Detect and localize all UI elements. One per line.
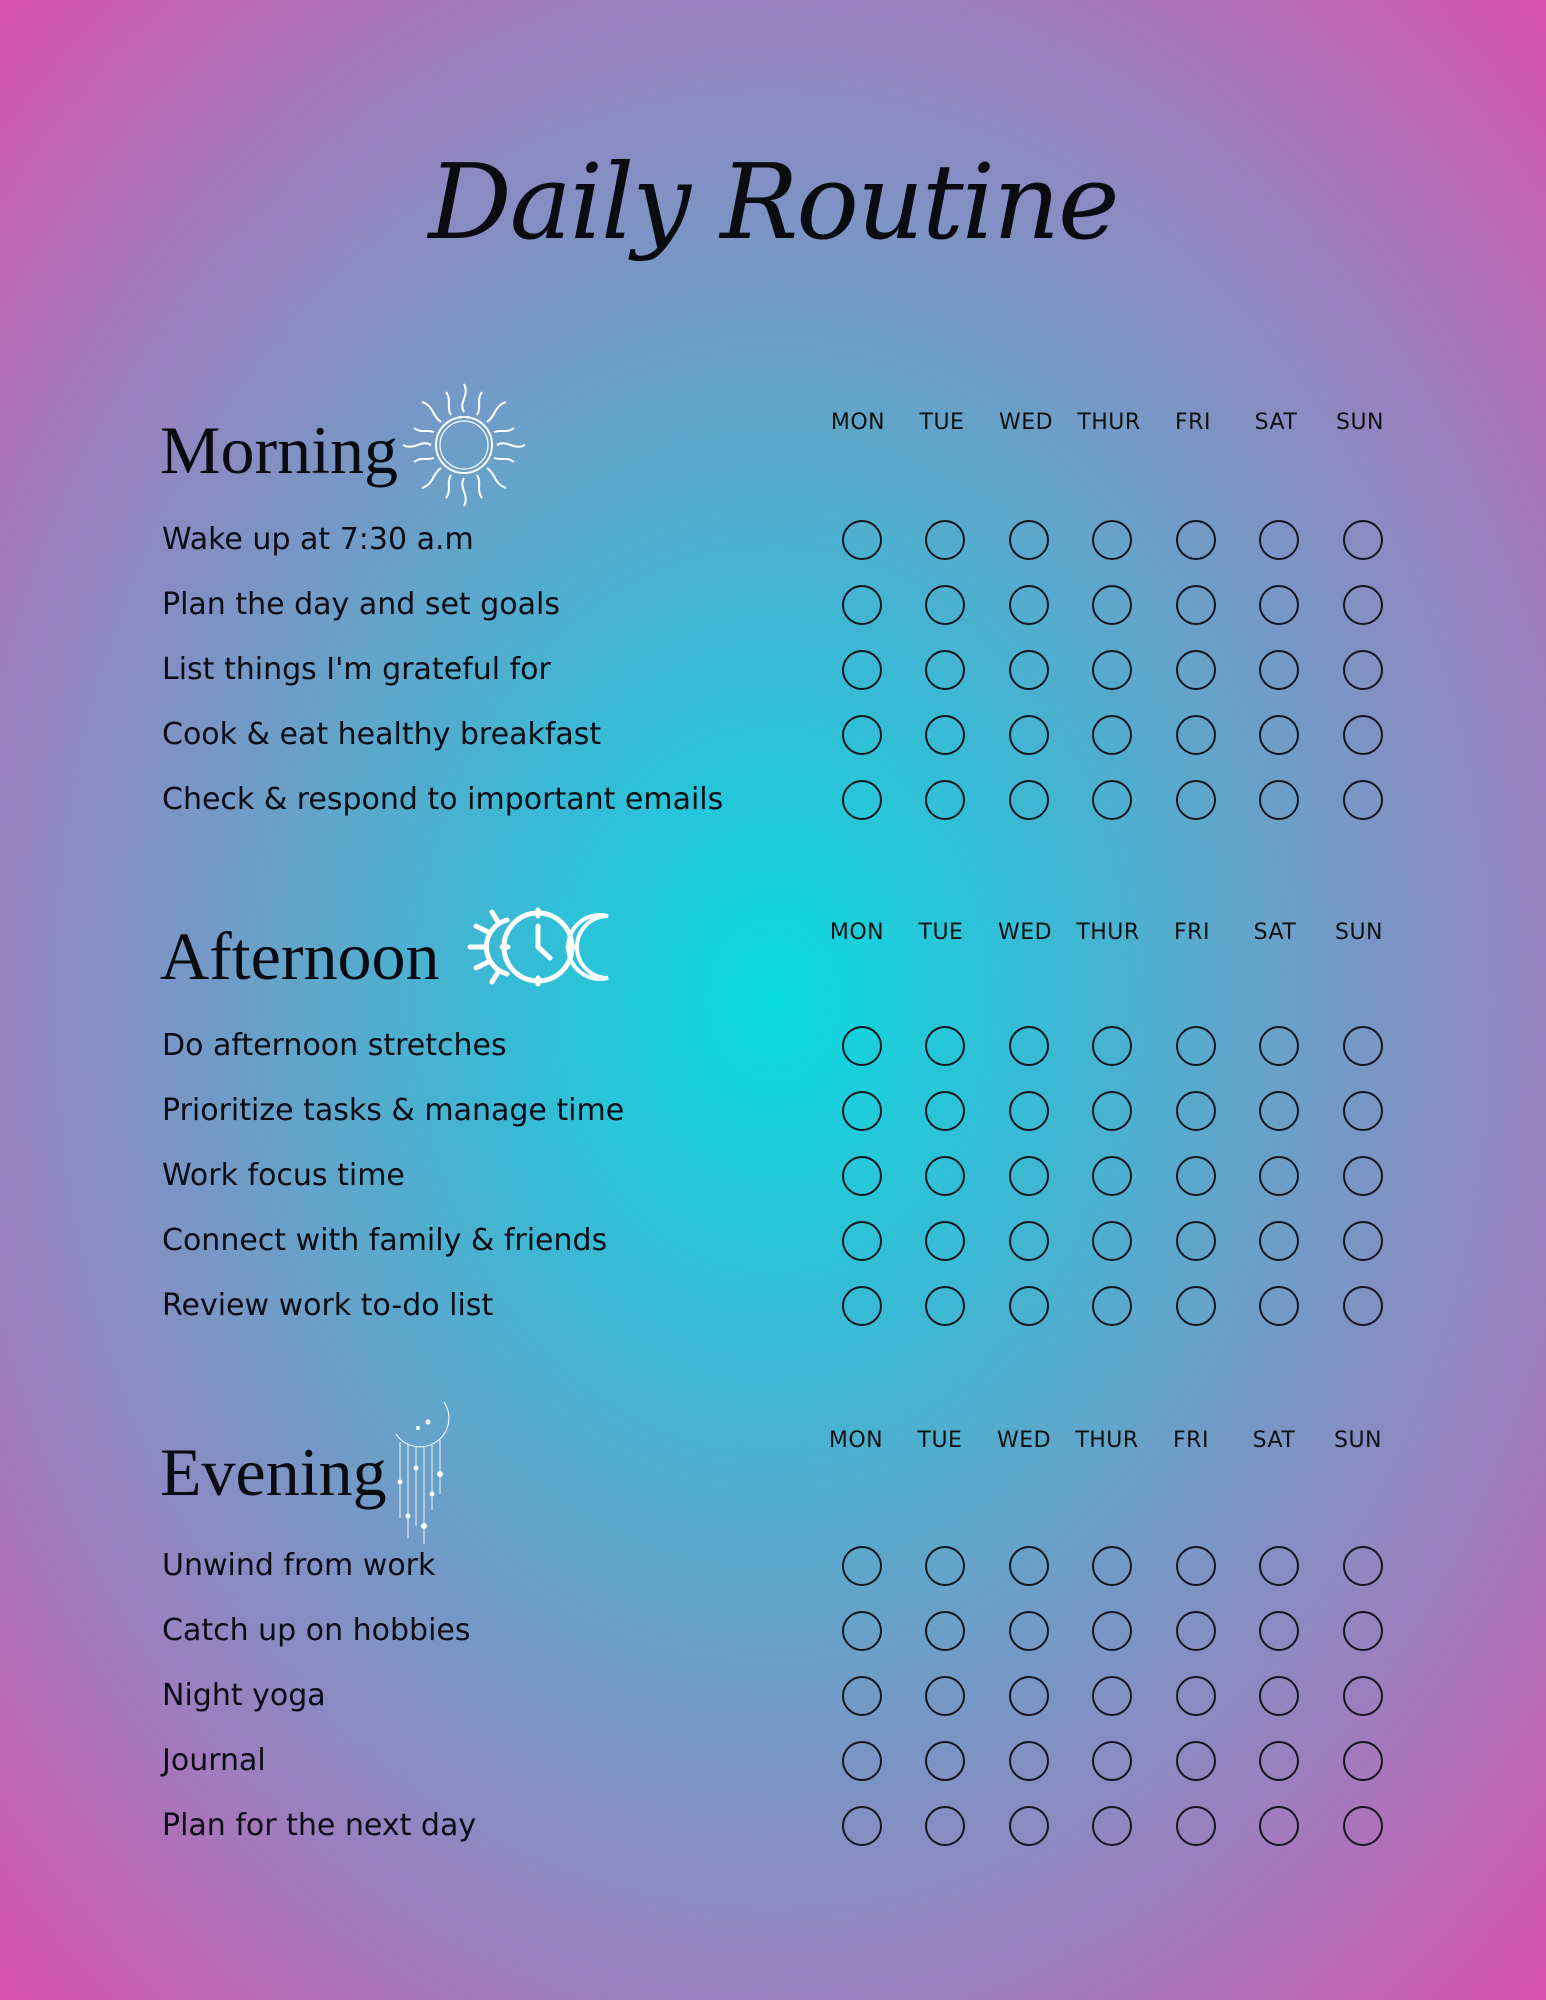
checkbox-thur[interactable] — [1092, 1611, 1132, 1651]
day-header-wed: WED — [997, 920, 1053, 945]
day-header-fri: FRI — [1174, 920, 1210, 945]
day-header-sat: SAT — [1252, 1428, 1296, 1453]
section-morning — [0, 380, 1546, 860]
checkbox-sun[interactable] — [1343, 650, 1383, 690]
task-label: Do afternoon stretches — [162, 1028, 507, 1063]
checkbox-tue[interactable] — [925, 1091, 965, 1131]
checkbox-sun[interactable] — [1343, 1546, 1383, 1586]
task-label: Connect with family & friends — [162, 1223, 608, 1258]
checkbox-sun[interactable] — [1343, 1026, 1383, 1066]
checkbox-tue[interactable] — [925, 1806, 965, 1846]
checkbox-tue[interactable] — [925, 715, 965, 755]
checkbox-sun[interactable] — [1343, 1156, 1383, 1196]
day-header-tue: TUE — [919, 410, 965, 435]
task-row — [0, 1741, 1546, 1801]
checkbox-fri[interactable] — [1176, 1676, 1216, 1716]
checkbox-mon[interactable] — [842, 520, 882, 560]
checkbox-sun[interactable] — [1343, 1611, 1383, 1651]
checkbox-sat[interactable] — [1259, 1546, 1299, 1586]
task-row — [0, 1676, 1546, 1736]
task-label: List things I'm grateful for — [162, 652, 551, 687]
checkbox-tue[interactable] — [925, 780, 965, 820]
checkbox-wed[interactable] — [1009, 1156, 1049, 1196]
checkbox-sat[interactable] — [1259, 1286, 1299, 1326]
checkbox-wed[interactable] — [1009, 1091, 1049, 1131]
checkbox-sat[interactable] — [1259, 650, 1299, 690]
task-label: Cook & eat healthy breakfast — [162, 717, 602, 752]
checkbox-sat[interactable] — [1259, 1741, 1299, 1781]
task-row — [0, 650, 1546, 710]
task-label: Plan for the next day — [162, 1808, 477, 1843]
checkbox-thur[interactable] — [1092, 780, 1132, 820]
checkbox-tue[interactable] — [925, 650, 965, 690]
sun-icon — [400, 380, 528, 514]
checkbox-thur[interactable] — [1092, 1676, 1132, 1716]
checkbox-fri[interactable] — [1176, 1221, 1216, 1261]
day-header-mon: MON — [828, 1428, 884, 1453]
section-evening — [0, 1398, 1546, 1878]
checkbox-thur[interactable] — [1092, 1156, 1132, 1196]
day-header-sun: SUN — [1333, 1428, 1383, 1453]
checkbox-sat[interactable] — [1259, 585, 1299, 625]
task-label: Catch up on hobbies — [162, 1613, 471, 1648]
checkbox-fri[interactable] — [1176, 715, 1216, 755]
sun-clock-moon-icon — [462, 902, 622, 996]
section-title: Evening — [160, 1434, 387, 1510]
checkbox-thur[interactable] — [1092, 650, 1132, 690]
checkbox-sat[interactable] — [1259, 780, 1299, 820]
checkbox-wed[interactable] — [1009, 715, 1049, 755]
section-afternoon — [0, 890, 1546, 1370]
day-header-wed: WED — [996, 1428, 1052, 1453]
checkbox-mon[interactable] — [842, 1156, 882, 1196]
task-label: Night yoga — [162, 1678, 326, 1713]
checkbox-wed[interactable] — [1009, 650, 1049, 690]
checkbox-sat[interactable] — [1259, 1221, 1299, 1261]
checkbox-sun[interactable] — [1343, 1741, 1383, 1781]
task-row — [0, 715, 1546, 775]
checkbox-mon[interactable] — [842, 1286, 882, 1326]
checkbox-wed[interactable] — [1009, 1611, 1049, 1651]
task-label: Review work to-do list — [162, 1288, 494, 1323]
day-header-thur: THUR — [1076, 920, 1140, 945]
task-row — [0, 1546, 1546, 1606]
task-row — [0, 1026, 1546, 1086]
checkbox-wed[interactable] — [1009, 780, 1049, 820]
checkbox-mon[interactable] — [842, 1026, 882, 1066]
checkbox-thur[interactable] — [1092, 1091, 1132, 1131]
day-header-mon: MON — [830, 410, 886, 435]
task-label: Unwind from work — [162, 1548, 436, 1583]
checkbox-fri[interactable] — [1176, 650, 1216, 690]
checkbox-tue[interactable] — [925, 520, 965, 560]
checkbox-tue[interactable] — [925, 1676, 965, 1716]
checkbox-thur[interactable] — [1092, 520, 1132, 560]
task-row — [0, 1156, 1546, 1216]
day-header-sat: SAT — [1254, 410, 1298, 435]
task-row — [0, 520, 1546, 580]
checkbox-sun[interactable] — [1343, 520, 1383, 560]
checkbox-sun[interactable] — [1343, 585, 1383, 625]
task-label: Work focus time — [162, 1158, 405, 1193]
checkbox-fri[interactable] — [1176, 585, 1216, 625]
checkbox-sat[interactable] — [1259, 715, 1299, 755]
checkbox-sat[interactable] — [1259, 1026, 1299, 1066]
checkbox-wed[interactable] — [1009, 1286, 1049, 1326]
checkbox-mon[interactable] — [842, 1546, 882, 1586]
checkbox-fri[interactable] — [1176, 520, 1216, 560]
section-title: Afternoon — [160, 918, 440, 994]
task-row — [0, 1091, 1546, 1151]
checkbox-tue[interactable] — [925, 1026, 965, 1066]
checkbox-sun[interactable] — [1343, 1676, 1383, 1716]
checkbox-wed[interactable] — [1009, 1026, 1049, 1066]
checkbox-fri[interactable] — [1176, 1156, 1216, 1196]
checkbox-sun[interactable] — [1343, 1221, 1383, 1261]
checkbox-thur[interactable] — [1092, 1286, 1132, 1326]
day-header-thur: THUR — [1077, 410, 1141, 435]
hanging-moon-stars-icon — [388, 1398, 458, 1552]
day-header-sun: SUN — [1335, 410, 1385, 435]
checkbox-wed[interactable] — [1009, 520, 1049, 560]
task-row — [0, 1806, 1546, 1866]
page-title: Daily Routine — [428, 141, 1118, 263]
task-row — [0, 1611, 1546, 1671]
task-label: Journal — [162, 1743, 266, 1778]
task-row — [0, 585, 1546, 645]
checkbox-mon[interactable] — [842, 1676, 882, 1716]
checkbox-sat[interactable] — [1259, 520, 1299, 560]
checkbox-tue[interactable] — [925, 1611, 965, 1651]
day-header-fri: FRI — [1173, 1428, 1209, 1453]
day-header-sun: SUN — [1334, 920, 1384, 945]
checkbox-wed[interactable] — [1009, 1741, 1049, 1781]
checkbox-sat[interactable] — [1259, 1156, 1299, 1196]
checkbox-sun[interactable] — [1343, 780, 1383, 820]
checkbox-fri[interactable] — [1176, 1546, 1216, 1586]
checkbox-mon[interactable] — [842, 650, 882, 690]
day-header-mon: MON — [829, 920, 885, 945]
checkbox-fri[interactable] — [1176, 1286, 1216, 1326]
checkbox-tue[interactable] — [925, 1156, 965, 1196]
day-header-thur: THUR — [1075, 1428, 1139, 1453]
checkbox-tue[interactable] — [925, 1741, 965, 1781]
checkbox-mon[interactable] — [842, 1091, 882, 1131]
section-title: Morning — [160, 412, 398, 488]
task-row — [0, 780, 1546, 840]
checkbox-thur[interactable] — [1092, 1741, 1132, 1781]
checkbox-tue[interactable] — [925, 1221, 965, 1261]
checkbox-thur[interactable] — [1092, 1546, 1132, 1586]
checkbox-mon[interactable] — [842, 1741, 882, 1781]
task-label: Plan the day and set goals — [162, 587, 560, 622]
checkbox-sun[interactable] — [1343, 1806, 1383, 1846]
checkbox-wed[interactable] — [1009, 1676, 1049, 1716]
checkbox-wed[interactable] — [1009, 1546, 1049, 1586]
checkbox-tue[interactable] — [925, 1546, 965, 1586]
checkbox-wed[interactable] — [1009, 1806, 1049, 1846]
checkbox-mon[interactable] — [842, 1611, 882, 1651]
checkbox-fri[interactable] — [1176, 1741, 1216, 1781]
checkbox-sat[interactable] — [1259, 1611, 1299, 1651]
day-header-fri: FRI — [1175, 410, 1211, 435]
checkbox-sun[interactable] — [1343, 1091, 1383, 1131]
checkbox-tue[interactable] — [925, 585, 965, 625]
checkbox-fri[interactable] — [1176, 1611, 1216, 1651]
checkbox-wed[interactable] — [1009, 585, 1049, 625]
day-header-sat: SAT — [1253, 920, 1297, 945]
checkbox-wed[interactable] — [1009, 1221, 1049, 1261]
checkbox-mon[interactable] — [842, 1806, 882, 1846]
checkbox-sat[interactable] — [1259, 1676, 1299, 1716]
checkbox-fri[interactable] — [1176, 1091, 1216, 1131]
checkbox-thur[interactable] — [1092, 1806, 1132, 1846]
task-label: Prioritize tasks & manage time — [162, 1093, 625, 1128]
task-row — [0, 1286, 1546, 1346]
checkbox-sat[interactable] — [1259, 1091, 1299, 1131]
checkbox-mon[interactable] — [842, 715, 882, 755]
checkbox-sun[interactable] — [1343, 715, 1383, 755]
checkbox-sun[interactable] — [1343, 1286, 1383, 1326]
checkbox-thur[interactable] — [1092, 1026, 1132, 1066]
checkbox-thur[interactable] — [1092, 1221, 1132, 1261]
task-label: Wake up at 7:30 a.m — [162, 522, 474, 557]
checkbox-thur[interactable] — [1092, 715, 1132, 755]
day-header-wed: WED — [998, 410, 1054, 435]
task-row — [0, 1221, 1546, 1281]
day-header-tue: TUE — [918, 920, 964, 945]
checkbox-fri[interactable] — [1176, 1806, 1216, 1846]
task-label: Check & respond to important emails — [162, 782, 724, 817]
day-header-tue: TUE — [917, 1428, 963, 1453]
checkbox-thur[interactable] — [1092, 585, 1132, 625]
checkbox-fri[interactable] — [1176, 780, 1216, 820]
checkbox-sat[interactable] — [1259, 1806, 1299, 1846]
checkbox-mon[interactable] — [842, 585, 882, 625]
checkbox-mon[interactable] — [842, 1221, 882, 1261]
checkbox-tue[interactable] — [925, 1286, 965, 1326]
checkbox-mon[interactable] — [842, 780, 882, 820]
checkbox-fri[interactable] — [1176, 1026, 1216, 1066]
